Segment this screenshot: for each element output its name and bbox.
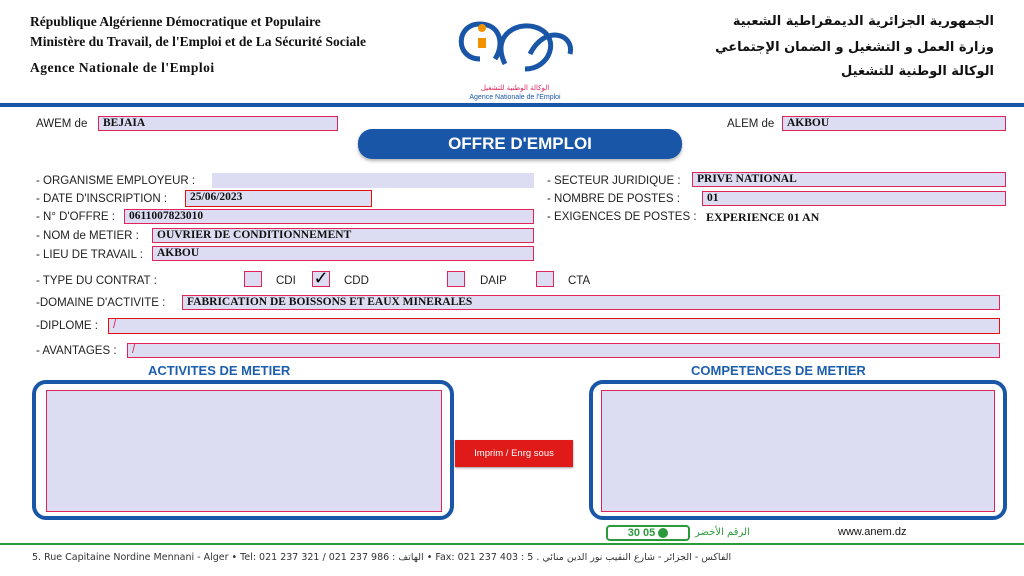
domaine-label: -DOMAINE D'ACTIVITE : (36, 297, 166, 309)
green-number: 30 05 (627, 527, 656, 539)
header-fr-line2: Ministère du Travail, de l'Emploi et de La Sécurité Sociale (30, 34, 366, 49)
anem-logo (450, 14, 580, 104)
anem-logo-icon (450, 14, 580, 84)
date-field[interactable]: 25/06/2023 (185, 190, 372, 207)
diplome-label: -DIPLOME : (36, 320, 98, 332)
alem-field[interactable]: AKBOU (782, 116, 1006, 131)
exigences-value[interactable]: EXPERIENCE 01 AN (706, 210, 820, 224)
competences-container (589, 380, 1007, 520)
domaine-field[interactable]: FABRICATION DE BOISSONS ET EAUX MINERALES (182, 295, 1000, 310)
header-divider (0, 103, 1024, 107)
footer-divider (0, 543, 1024, 545)
secteur-field[interactable]: PRIVE NATIONAL (692, 172, 1006, 187)
website[interactable]: www.anem.dz (838, 526, 907, 538)
header-fr-line3: Agence Nationale de l'Emploi (30, 60, 215, 75)
header-fr-line1: République Algérienne Démocratique et Populaire (30, 14, 321, 29)
date-label: - DATE D'INSCRIPTION : (36, 193, 168, 205)
metier-field[interactable]: OUVRIER DE CONDITIONNEMENT (152, 228, 534, 243)
awem-field[interactable]: BEJAIA (98, 116, 338, 131)
competences-textarea[interactable] (601, 390, 995, 512)
phone-icon (658, 528, 668, 538)
header-ar-line3: الوكالة الوطنية للتشغيل (841, 64, 994, 79)
awem-label: AWEM de (36, 118, 88, 130)
avantages-label: - AVANTAGES : (36, 345, 117, 357)
lieu-field[interactable]: AKBOU (152, 246, 534, 261)
page-title: OFFRE D'EMPLOI (358, 129, 682, 159)
cta-checkbox[interactable] (536, 271, 554, 287)
logo-fr-text: Agence Nationale de l'Emploi (469, 94, 561, 101)
secteur-label: - SECTEUR JURIDIQUE : (547, 175, 681, 187)
green-number-label: الرقم الأخضر (695, 527, 750, 538)
header-ar-line2: وزارة العمل و التشغيل و الضمان الإجتماعي (715, 40, 994, 55)
green-number-badge (606, 525, 690, 541)
footer-address: 5. Rue Capitaine Nordine Mennani - Alger • Tel: 021 237 321 / 021 237 986 : الهاتف • Fax: 021 237 403 : الفاكس - الجزائر - شارع النقيب نور الدين منائي . 5 (32, 552, 732, 563)
daip-checkbox[interactable] (447, 271, 465, 287)
alem-label: ALEM de (727, 118, 775, 130)
cdi-checkbox[interactable] (244, 271, 262, 287)
cdd-checkbox[interactable]: ✓ (313, 268, 329, 288)
exigences-label: - EXIGENCES DE POSTES : (547, 211, 697, 223)
cta-label: CTA (568, 275, 591, 287)
activites-textarea[interactable] (46, 390, 442, 512)
activites-title: ACTIVITES DE METIER (148, 363, 291, 378)
postes-field[interactable]: 01 (702, 191, 1006, 206)
competences-title: COMPETENCES DE METIER (691, 363, 866, 378)
numero-label: - N° D'OFFRE : (36, 211, 115, 223)
cdi-label: CDI (276, 275, 296, 287)
logo-ar-text: الوكالة الوطنية للتشغيل (480, 84, 550, 92)
numero-field[interactable]: 0611007823010 (124, 209, 534, 224)
lieu-label: - LIEU DE TRAVAIL : (36, 249, 143, 261)
print-save-button[interactable]: Imprim / Enrg sous (455, 440, 573, 467)
avantages-field[interactable]: / (127, 343, 1000, 358)
diplome-field[interactable]: / (108, 318, 1000, 334)
organisme-label: - ORGANISME EMPLOYEUR : (36, 175, 196, 187)
metier-label: - NOM de METIER : (36, 230, 139, 242)
contrat-label: - TYPE DU CONTRAT : (36, 275, 157, 287)
postes-label: - NOMBRE DE POSTES : (547, 193, 680, 205)
header-ar-line1: الجمهورية الجزائرية الديمقراطية الشعبية (732, 14, 994, 29)
activites-container (32, 380, 454, 520)
cdd-label: CDD (344, 275, 369, 287)
daip-label: DAIP (480, 275, 507, 287)
organisme-field[interactable] (212, 173, 534, 188)
